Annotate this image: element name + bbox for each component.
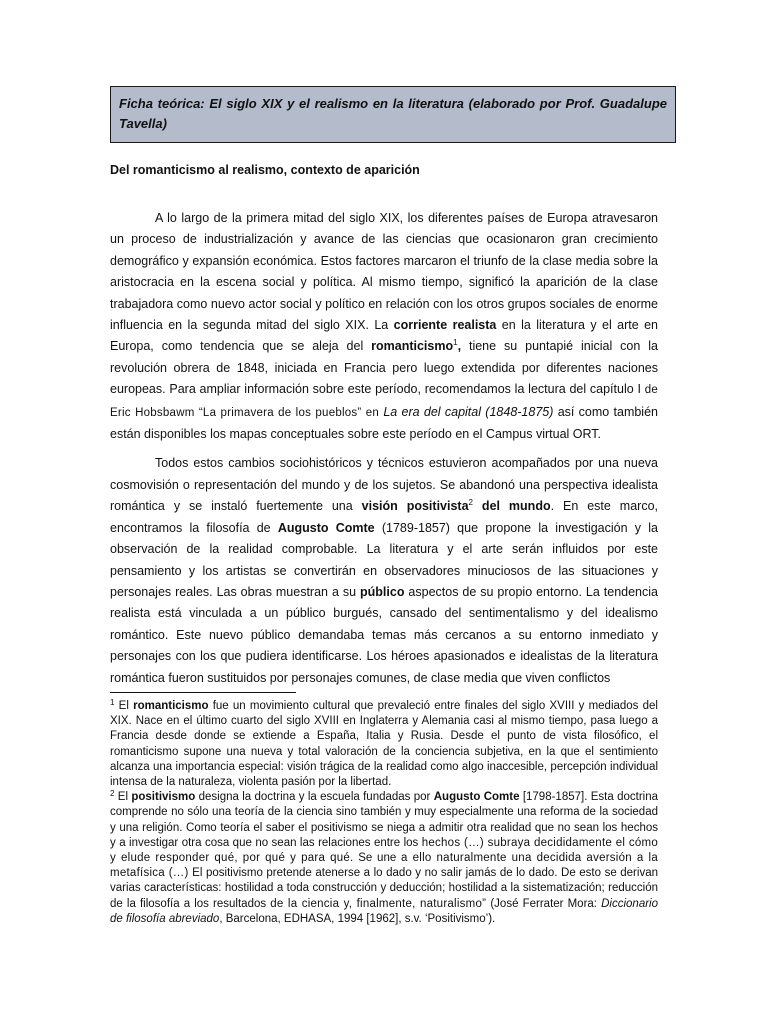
term-publico: público <box>360 584 405 599</box>
footnote-ref-1[interactable]: 1 <box>453 338 458 348</box>
term-augusto-comte: Augusto Comte <box>277 520 375 535</box>
term-corriente-realista: corriente realista <box>393 318 497 333</box>
document-title: Ficha teórica: El siglo XIX y el realismo en la literatura (elaborado por Prof. Guadalupe Tavella) <box>119 96 667 131</box>
term-romanticismo: romanticismo <box>371 339 454 354</box>
book-title: La era del capital (1848-1875) <box>383 404 554 419</box>
footnote-ref-2[interactable]: 2 <box>468 498 473 508</box>
body-text <box>110 208 658 689</box>
footnote-1: $^1$ El romanticismo fue un movimiento cultural que prevaleció entre finales del siglo XVIII y mediados del XIX. Nace en el último cuarto del siglo XVIII en Inglaterra y Alemania casi al mismo tiempo, pasa luego a Francia desde donde se extiende a España, Italia y Rusia. Desde el punto de vista filosófico, el romanticismo supone una nueva y total valoración de la conciencia subjetiva, en la que el sentimiento alcanza una importancia especial: visión trágica de la realidad como algo inaccesible, percepción individual intensa de la naturaleza, violenta pasión por la libertad. <box>110 698 658 789</box>
footnotes <box>110 699 658 927</box>
term-vision-positivista: visión positivista <box>361 499 469 514</box>
paragraph-2: Todos estos cambios sociohistóricos y técnicos estuvieron acompañados por una nueva cosmovisión o representación del mundo y de los sujetos. Se abandonó una perspectiva idealista romántica y se instaló fuertemente una visión positivista$^2$ del mundo. En este marco, encontramos la filosofía de Augusto Comte (1789-1857) que propone la investigación y la observación de la realidad comprobable. La literatura y el arte serán influidos por este pensamiento y los artistas se convertirán en observadores minuciosos de las situaciones y personajes reales. Las obras muestran a su público aspectos de su propio entorno. La tendencia realista está vinculada a un público burgués, cansado del sentimentalismo y del idealismo romántico. Este nuevo público demandaba temas más cercanos a su entorno inmediato y personajes con los que pudiera identificarse. Los héroes apasionados e idealistas de la literatura romántica fueron sustituidos por personajes comunes, de clase media que viven conflictos <box>110 456 658 685</box>
title-box <box>110 86 676 143</box>
section-heading: Del romanticismo al realismo, contexto de aparición <box>110 163 420 177</box>
footnote-2: $^2$ El positivismo designa la doctrina y la escuela fundadas por Augusto Comte [1798-1857]. Esta doctrina comprende no sólo una teoría de la ciencia sino también y muy especialmente una reforma de la sociedad y una religión. Como teoría el saber el positivismo se niega a admitir otra realidad que no sean los hechos y a investigar otra cosa que no sean las relaciones entre los hechos (…) subraya decididamente el cómo y elude responder qué, por qué y para qué. Se une a ello naturalmente una decidida aversión a la metafísica (…) El positivismo pretende atenerse a lo dado y no salir jamás de lo dado. De esto se derivan varias características: hostilidad a toda construcción y deducción; hostilidad a la sistematización; reducción de la filosofía a los resultados de la ciencia y, finalmente, naturalismo” (José Ferrater Mora: Diccionario de filosofía abreviado, Barcelona, EDHASA, 1994 [1962], s.v. ‘Positivismo’). <box>110 789 659 925</box>
footnote-separator <box>110 692 296 693</box>
paragraph-1: A lo largo de la primera mitad del siglo XIX, los diferentes países de Europa atravesaron un proceso de industrialización y avance de las ciencias que ocasionaron gran crecimiento demográfico y expansión económica. Estos factores marcaron el triunfo de la clase media sobre la aristocracia en la escena social y política. Al mismo tiempo, significó la aparición de la clase trabajadora como nuevo actor social y político en relación con los otros grupos sociales de enorme influencia en la segunda mitad del siglo XIX. La corriente realista en la literatura y el arte en Europa, como tendencia que se aleja del romanticismo$^1$, tiene su puntapié inicial con la revolución obrera de 1848, iniciada en Francia pero luego extendida por diferentes naciones europeas. Para ampliar información sobre este período, recomendamos la lectura del capítulo I de Eric Hobsbawm “La primavera de los pueblos” en La era del capital (1848-1875) así como también están disponibles los mapas conceptuales sobre este período en el Campus virtual ORT. <box>110 211 658 442</box>
